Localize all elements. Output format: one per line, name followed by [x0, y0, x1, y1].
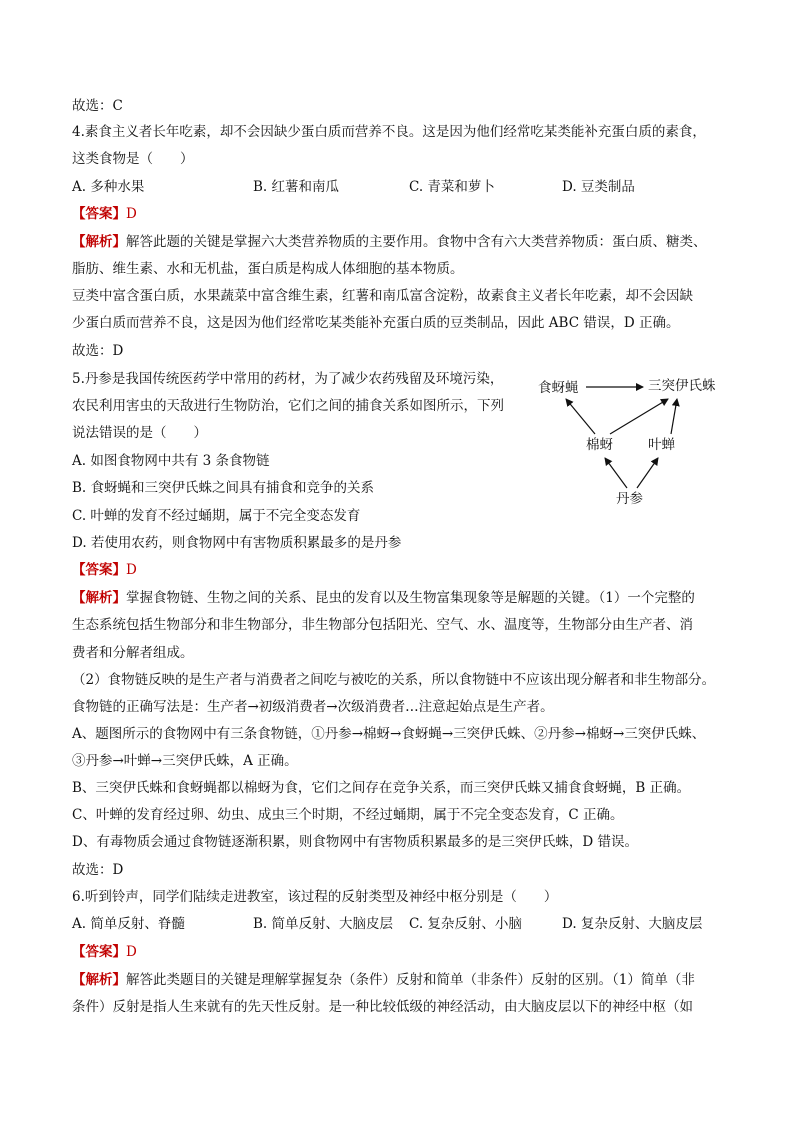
q5-option-b: B. 食蚜蝇和三突伊氏蛛之间具有捕食和竞争的关系	[72, 480, 375, 496]
q3-final-answer: 故选：C	[72, 98, 123, 114]
analysis-text: 解答此题的关键是掌握六大类营养物质的主要作用。食物中含有六大类营养物质：蛋白质、糖类、	[126, 234, 707, 250]
q4-final-answer: 故选：D	[72, 343, 124, 359]
q5-option-a: A. 如图食物网中共有 3 条食物链	[72, 453, 270, 469]
answer-value: D	[126, 944, 137, 960]
analysis-tag: 【解析】	[72, 972, 126, 988]
answer-value: D	[126, 206, 137, 222]
q6-option-a: A. 简单反射、脊髓	[72, 916, 185, 932]
q5-analysis-line-3: 费者和分解者组成。	[72, 645, 194, 661]
q6-analysis-line-2: 条件）反射是指人生来就有的先天性反射。是一种比较低级的神经活动，由大脑皮层以下的神经中枢（如	[72, 999, 693, 1015]
q5-option-d: D. 若使用农药，则食物网中有害物质积累最多的是丹参	[72, 535, 402, 551]
q5-analysis-line-7: ③丹参→叶蝉→三突伊氏蛛，A 正确。	[72, 753, 298, 769]
analysis-text: 掌握食物链、生物之间的关系、昆虫的发育以及生物富集现象等是解题的关键。（1）一个完整的	[126, 590, 695, 606]
q4-option-d: D. 豆类制品	[562, 179, 635, 195]
q4-option-c: C. 青菜和萝卜	[409, 179, 495, 195]
q5-analysis-line-5: 食物链的正确写法是：生产者→初级消费者→次级消费者…注意起始点是生产者。	[72, 699, 554, 715]
q6-analysis-line-1	[72, 970, 695, 990]
q6-option-c: C. 复杂反射、小脑	[409, 916, 522, 932]
q6-option-b: B. 简单反射、大脑皮层	[253, 916, 394, 932]
answer-tag: 【答案】	[72, 944, 126, 960]
q5-answer-line	[72, 560, 137, 580]
q5-analysis-line-4: （2）食物链反映的是生产者与消费者之间吃与被吃的关系，所以食物链中不应该出现分解者和非生物部分。	[72, 672, 716, 688]
answer-tag: 【答案】	[72, 562, 126, 578]
node-salvia: 丹参	[616, 491, 643, 507]
q6-stem-line-1: 6.听到铃声，同学们陆续走进教室，该过程的反射类型及神经中枢分别是（ ）	[72, 889, 558, 905]
analysis-text: 解答此类题目的关键是理解掌握复杂（条件）反射和简单（非条件）反射的区别。（1）简单（非	[126, 972, 695, 988]
q5-stem-line-3: 说法错误的是（ ）	[72, 425, 207, 441]
q5-analysis-line-1	[72, 588, 695, 608]
arrow-aphid-to-hoverfly	[566, 399, 595, 434]
node-spider: 三突伊氏蛛	[648, 378, 716, 394]
analysis-tag: 【解析】	[72, 590, 126, 606]
q5-analysis-line-2: 生态系统包括生物部分和非生物部分，非生物部分包括阳光、空气、水、温度等，生物部分由生产者、消	[72, 617, 693, 633]
arrow-aphid-to-spider	[610, 399, 668, 434]
q5-final-answer: 故选：D	[72, 862, 124, 878]
node-hoverfly: 食蚜蝇	[538, 380, 579, 396]
answer-tag: 【答案】	[72, 206, 126, 222]
arrow-salvia-to-aphid	[605, 458, 627, 488]
q5-stem-line-2: 农民利用害虫的天敌进行生物防治，它们之间的捕食关系如图所示，下列	[72, 398, 504, 414]
q4-stem-line-2: 这类食物是（ ）	[72, 151, 194, 167]
q5-option-c: C. 叶蝉的发育不经过蛹期，属于不完全变态发育	[72, 508, 361, 524]
node-aphid: 棉蚜	[586, 437, 613, 453]
q4-option-a: A. 多种水果	[72, 179, 145, 195]
q5-analysis-line-10: D、有毒物质会通过食物链逐渐积累，则食物网中有害物质积累最多的是三突伊氏蛛，D 错误。	[72, 834, 638, 850]
arrow-salvia-to-leafhopper	[637, 458, 658, 488]
node-leafhopper: 叶蝉	[648, 437, 675, 453]
q4-analysis-line-2: 脂肪、维生素、水和无机盐，蛋白质是构成人体细胞的基本物质。	[72, 261, 464, 277]
q4-analysis-line-4: 少蛋白质而营养不良，这是因为他们经常吃某类能补充蛋白质的豆类制品，因此 ABC 错误，D 正确。	[72, 315, 680, 331]
q5-analysis-line-8: B、三突伊氏蛛和食蚜蝇都以棉蚜为食，它们之间存在竞争关系，而三突伊氏蛛又捕食食蚜蝇，B 正确。	[72, 780, 691, 796]
q6-option-d: D. 复杂反射、大脑皮层	[562, 916, 703, 932]
answer-value: D	[126, 562, 137, 578]
q4-analysis-line-3: 豆类中富含蛋白质，水果蔬菜中富含维生素，红薯和南瓜富含淀粉，故素食主义者长年吃素，却不会因缺	[72, 288, 693, 304]
q6-answer-line	[72, 942, 137, 962]
arrow-leafhopper-to-spider	[671, 399, 677, 434]
q4-stem-line-1: 4.素食主义者长年吃素，却不会因缺少蛋白质而营养不良。这是因为他们经常吃某类能补充蛋白质的素食，	[72, 124, 706, 140]
q5-analysis-line-9: C、叶蝉的发育经过卵、幼虫、成虫三个时期，不经过蛹期，属于不完全变态发育，C 正确。	[72, 807, 624, 823]
q5-stem-line-1: 5.丹参是我国传统医药学中常用的药材，为了减少农药残留及环境污染，	[72, 371, 504, 387]
analysis-tag: 【解析】	[72, 234, 126, 250]
q5-analysis-line-6: A、题图所示的食物网中有三条食物链，①丹参→棉蚜→食蚜蝇→三突伊氏蛛、②丹参→棉蚜→三突伊氏蛛、	[72, 726, 706, 742]
q4-option-b: B. 红薯和南瓜	[253, 179, 340, 195]
